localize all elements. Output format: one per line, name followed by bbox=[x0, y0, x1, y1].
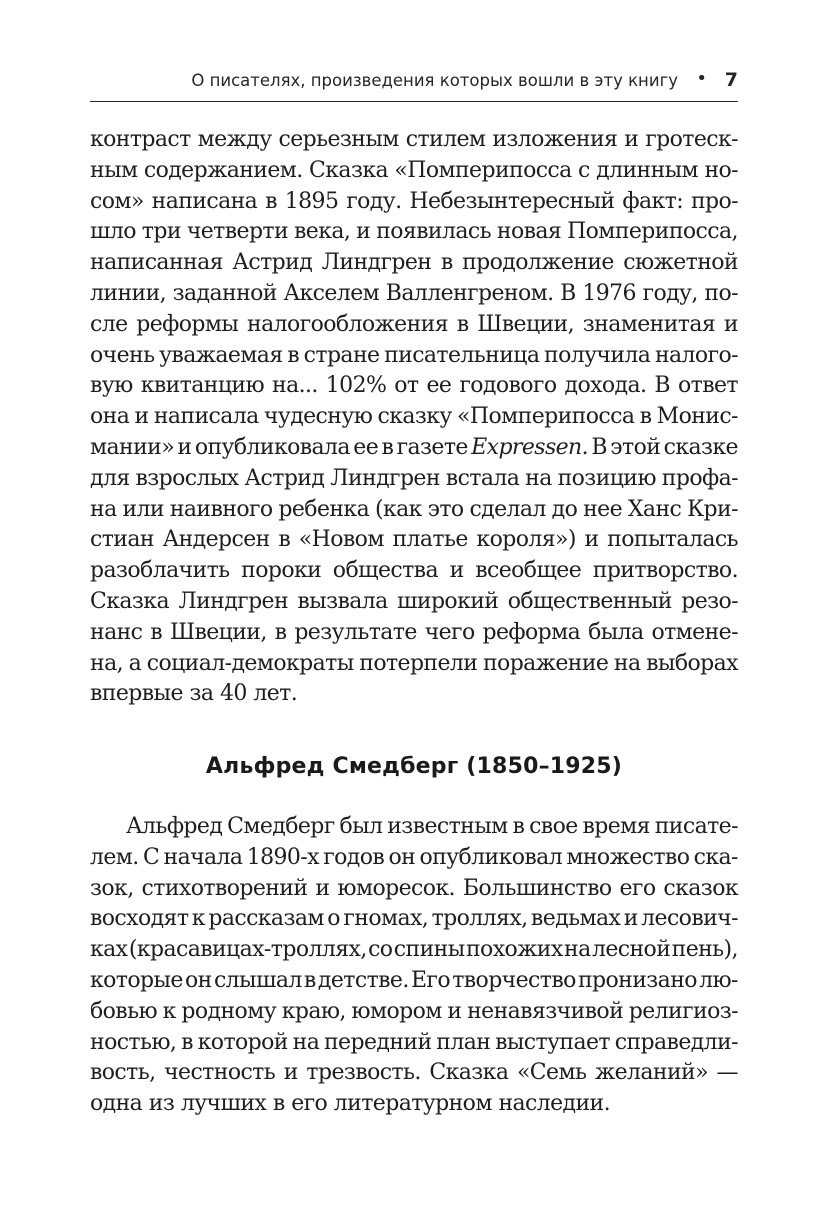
word: четверти bbox=[186, 219, 289, 245]
word: Линдгрен bbox=[330, 465, 440, 491]
word: вую bbox=[90, 373, 133, 399]
word: Сказка bbox=[429, 1060, 509, 1086]
running-head-bullet: • bbox=[696, 68, 707, 89]
word: литературном bbox=[333, 1091, 492, 1117]
word: написала bbox=[153, 404, 259, 430]
word: лучших bbox=[180, 1091, 267, 1117]
word: пень), bbox=[671, 937, 738, 963]
word: на, bbox=[90, 650, 123, 676]
word: сказку bbox=[377, 404, 452, 430]
text-line bbox=[90, 874, 738, 905]
word: ребенка bbox=[278, 496, 370, 522]
text-line bbox=[90, 587, 738, 618]
word: результате bbox=[294, 619, 417, 645]
word: одна bbox=[90, 1091, 143, 1117]
paragraph-2 bbox=[90, 812, 738, 1120]
word: 1890-х bbox=[246, 844, 319, 870]
word: Небезынтересный bbox=[409, 188, 615, 214]
word: взрослых bbox=[135, 465, 239, 491]
text-line bbox=[90, 371, 738, 402]
word: 40 bbox=[219, 681, 247, 707]
word: в bbox=[512, 814, 525, 839]
running-head-title: О писателях, произведения которых вошли в эту книгу bbox=[191, 71, 678, 90]
word: длинным bbox=[596, 157, 699, 183]
text-line bbox=[90, 618, 738, 649]
word: попыталась bbox=[607, 527, 738, 553]
word: стилем bbox=[405, 127, 486, 152]
word: но- bbox=[704, 157, 738, 183]
word: очень bbox=[90, 342, 155, 368]
word: (как bbox=[374, 496, 422, 522]
text-line bbox=[90, 556, 738, 587]
word: писате- bbox=[654, 814, 738, 839]
word: отмене- bbox=[651, 619, 738, 645]
word: свое bbox=[529, 814, 578, 839]
word: В bbox=[560, 280, 576, 306]
word: в bbox=[272, 1091, 285, 1117]
word: которые bbox=[90, 967, 183, 993]
word: «Новом bbox=[298, 527, 384, 553]
word: троллях, bbox=[431, 906, 528, 932]
word: зок, bbox=[90, 875, 134, 901]
word: для bbox=[90, 465, 130, 491]
word: план bbox=[436, 1029, 491, 1055]
text-line bbox=[90, 187, 738, 218]
word: нанс bbox=[90, 619, 143, 645]
word: Валленгреном. bbox=[385, 280, 554, 306]
word: вость, bbox=[90, 1060, 156, 1086]
word: стране bbox=[303, 342, 380, 368]
word: Смедберг bbox=[227, 814, 335, 839]
text-line bbox=[90, 217, 738, 248]
word: резо- bbox=[681, 588, 738, 614]
word: начала bbox=[163, 844, 243, 870]
word: разоблачить bbox=[90, 558, 230, 584]
word: и bbox=[315, 875, 330, 901]
word: Швеции, bbox=[169, 619, 267, 645]
word: в bbox=[381, 434, 394, 460]
text-line bbox=[90, 310, 738, 341]
word: 1895 bbox=[284, 188, 339, 214]
word: к bbox=[162, 998, 176, 1024]
word: ным bbox=[90, 157, 138, 183]
word: Монис- bbox=[656, 404, 738, 430]
word: юморесок. bbox=[337, 875, 455, 901]
word: сделал bbox=[469, 496, 546, 522]
word: от bbox=[394, 373, 419, 399]
text-line bbox=[90, 433, 738, 464]
text-line bbox=[90, 1089, 738, 1120]
word: Кри- bbox=[687, 496, 738, 522]
word: сюжетной bbox=[623, 250, 738, 276]
word: в bbox=[278, 527, 291, 553]
word: наследии. bbox=[498, 1091, 611, 1117]
word: заданной bbox=[172, 280, 277, 306]
word: восходят bbox=[90, 906, 189, 932]
word: впервые bbox=[90, 681, 183, 707]
paragraph-1 bbox=[90, 125, 738, 710]
word: спины bbox=[393, 937, 465, 963]
word: ках bbox=[90, 937, 128, 963]
word: в bbox=[274, 619, 287, 645]
word: Швеции, bbox=[477, 311, 575, 337]
word: желаний» bbox=[594, 1060, 708, 1086]
word: Линдгрен bbox=[178, 588, 289, 614]
word: Помперипосса, bbox=[567, 219, 738, 245]
word: лю- bbox=[699, 967, 738, 993]
word: три bbox=[141, 219, 181, 245]
word: в bbox=[287, 342, 300, 368]
word: ведьмах bbox=[530, 906, 621, 932]
word: это bbox=[427, 496, 464, 522]
word: социал-демократы bbox=[146, 650, 354, 676]
word: на bbox=[90, 496, 117, 522]
word: появилась bbox=[376, 219, 491, 245]
word: время bbox=[582, 814, 650, 839]
word: Сказка bbox=[90, 588, 169, 614]
page-number: 7 bbox=[724, 69, 738, 91]
word: века, bbox=[293, 219, 351, 245]
text-line bbox=[90, 812, 738, 843]
word: Большинство bbox=[462, 875, 612, 901]
word: в bbox=[181, 1029, 193, 1055]
text-line bbox=[90, 279, 738, 310]
word: и bbox=[723, 311, 738, 337]
word: пороки bbox=[241, 558, 322, 584]
word: Сказка bbox=[309, 157, 389, 183]
word: Его bbox=[410, 967, 450, 993]
word: на bbox=[613, 650, 641, 676]
word: краю, bbox=[281, 998, 346, 1024]
word: и bbox=[283, 1060, 298, 1086]
word: факт: bbox=[622, 188, 684, 214]
word: новая bbox=[496, 219, 562, 245]
word: уважаемая bbox=[159, 342, 283, 368]
word: реформы bbox=[136, 311, 239, 337]
word: стихотворений bbox=[141, 875, 308, 901]
word: газете bbox=[396, 434, 468, 460]
word: известным bbox=[387, 814, 508, 839]
word: и bbox=[584, 527, 599, 553]
word: (красавицах-троллях, bbox=[128, 937, 367, 963]
word: — bbox=[716, 1060, 738, 1086]
word: стиан bbox=[90, 527, 154, 553]
word: был bbox=[339, 814, 383, 839]
word: из bbox=[148, 1091, 175, 1117]
word: ностью, bbox=[90, 1029, 177, 1055]
word: вызвала bbox=[297, 588, 388, 614]
word: чего bbox=[424, 619, 475, 645]
word: профа- bbox=[661, 465, 738, 491]
word: в bbox=[456, 311, 469, 337]
word: родному bbox=[181, 998, 277, 1024]
word: и bbox=[134, 404, 149, 430]
word: она bbox=[90, 404, 130, 430]
word: с bbox=[578, 157, 590, 183]
word: религиоз- bbox=[628, 998, 738, 1024]
text-line bbox=[90, 997, 738, 1028]
word: рассказам bbox=[208, 906, 324, 932]
word: широкий bbox=[397, 588, 499, 614]
word: общества bbox=[332, 558, 438, 584]
word: гномах, bbox=[343, 906, 429, 932]
word: реформа bbox=[482, 619, 581, 645]
word: потерпели bbox=[359, 650, 478, 676]
word: «Семь bbox=[516, 1060, 587, 1086]
word: по- bbox=[704, 280, 738, 306]
word: детстве. bbox=[317, 967, 409, 993]
word: платье bbox=[392, 527, 468, 553]
word: году, bbox=[642, 280, 698, 306]
word: сказок bbox=[663, 875, 738, 901]
word: Астрид bbox=[244, 465, 325, 491]
word: ответ bbox=[678, 373, 738, 399]
text-line bbox=[90, 843, 738, 874]
text-line bbox=[90, 966, 738, 997]
word: сле bbox=[90, 311, 128, 337]
word: мании» bbox=[90, 434, 175, 460]
word: «Помперипосса bbox=[394, 157, 572, 183]
text-line bbox=[90, 495, 738, 526]
word: годового bbox=[459, 373, 557, 399]
text-line bbox=[90, 649, 738, 680]
word: на bbox=[525, 465, 552, 491]
word: в bbox=[265, 188, 277, 214]
word: творчество bbox=[452, 967, 576, 993]
word: трезвость. bbox=[306, 1060, 421, 1086]
section-heading: Альфред Смедберг (1850–1925) bbox=[205, 754, 623, 779]
word: 102% bbox=[325, 373, 387, 399]
word: Expressen. bbox=[471, 434, 589, 460]
word: содержанием. bbox=[143, 157, 303, 183]
word: общественный bbox=[507, 588, 672, 614]
word: на bbox=[564, 937, 591, 963]
word: была bbox=[588, 619, 644, 645]
word: на... bbox=[272, 373, 318, 399]
word: «Помперипосса bbox=[457, 404, 635, 430]
word: и bbox=[623, 906, 638, 932]
word: С bbox=[142, 844, 160, 870]
word: короля») bbox=[476, 527, 576, 553]
word: про- bbox=[690, 188, 738, 214]
word: похожих bbox=[465, 937, 563, 963]
word: честность bbox=[164, 1060, 276, 1086]
word: налогообложения bbox=[247, 311, 448, 337]
text-line bbox=[90, 1058, 738, 1089]
text-line bbox=[90, 525, 738, 556]
word: его bbox=[619, 875, 656, 901]
word: знаменитая bbox=[582, 311, 716, 337]
word: опубликовал bbox=[419, 844, 563, 870]
word: которой bbox=[197, 1029, 288, 1055]
word: этой bbox=[610, 434, 661, 460]
word: сказке bbox=[663, 434, 738, 460]
word: позицию bbox=[557, 465, 656, 491]
word: к bbox=[191, 906, 205, 932]
word: квитанцию bbox=[140, 373, 265, 399]
word: пронизано bbox=[577, 967, 697, 993]
word: притворство. bbox=[592, 558, 738, 584]
word: получила bbox=[544, 342, 651, 368]
word: а bbox=[128, 650, 142, 676]
word: лесной bbox=[591, 937, 671, 963]
word: ненавязчивой bbox=[467, 998, 624, 1024]
text-line bbox=[90, 1028, 738, 1059]
word: и bbox=[624, 127, 639, 152]
word: или bbox=[122, 496, 164, 522]
word: лем. bbox=[90, 844, 139, 870]
word: за bbox=[189, 681, 214, 707]
word: между bbox=[197, 127, 272, 152]
text-line bbox=[90, 679, 738, 710]
word: юмором bbox=[351, 998, 442, 1024]
text-line bbox=[90, 125, 738, 156]
word: ее bbox=[353, 434, 379, 460]
word: в bbox=[303, 967, 316, 993]
word: наивного bbox=[169, 496, 273, 522]
word: встала bbox=[445, 465, 520, 491]
word: ска- bbox=[693, 844, 738, 870]
running-head bbox=[90, 68, 738, 102]
word: до bbox=[551, 496, 578, 522]
word: Андерсен bbox=[162, 527, 270, 553]
text-line bbox=[90, 935, 738, 966]
word: в bbox=[150, 619, 163, 645]
text-line bbox=[90, 156, 738, 187]
word: передний bbox=[323, 1029, 432, 1055]
word: Ханс bbox=[627, 496, 682, 522]
word: и bbox=[177, 434, 192, 460]
word: о bbox=[327, 906, 340, 932]
word: году. bbox=[346, 188, 402, 214]
word: Линдгрен bbox=[321, 250, 432, 276]
word: В bbox=[591, 434, 607, 460]
text-line bbox=[90, 464, 738, 495]
word: писательница bbox=[384, 342, 540, 368]
text-line bbox=[90, 248, 738, 279]
word: всеобщее bbox=[475, 558, 582, 584]
word: Астрид bbox=[232, 250, 313, 276]
word: справедли- bbox=[614, 1029, 738, 1055]
word: в bbox=[639, 404, 652, 430]
word: В bbox=[654, 373, 670, 399]
word: и bbox=[356, 219, 371, 245]
word: выборах bbox=[646, 650, 738, 676]
word: сом» bbox=[90, 188, 144, 214]
word: серьезным bbox=[278, 127, 399, 152]
word: контраст bbox=[90, 127, 191, 152]
word: он bbox=[388, 844, 416, 870]
word: дохода. bbox=[564, 373, 647, 399]
word: слышал bbox=[213, 967, 302, 993]
word: продолжение bbox=[462, 250, 614, 276]
word: изложения bbox=[492, 127, 618, 152]
word: на bbox=[292, 1029, 320, 1055]
word: налого- bbox=[654, 342, 738, 368]
word: его bbox=[291, 1091, 328, 1117]
word: и bbox=[449, 558, 464, 584]
text-line bbox=[90, 402, 738, 433]
word: выступает bbox=[495, 1029, 610, 1055]
word: чудесную bbox=[263, 404, 373, 430]
word: и bbox=[447, 998, 462, 1024]
word: лесович- bbox=[641, 906, 738, 932]
word: нее bbox=[583, 496, 623, 522]
word: он bbox=[185, 967, 212, 993]
word: опубликовала bbox=[194, 434, 350, 460]
word: ее bbox=[426, 373, 452, 399]
word: линии, bbox=[90, 280, 167, 306]
word: гротеск- bbox=[645, 127, 738, 152]
word: бовью bbox=[90, 998, 158, 1024]
word: годов bbox=[323, 844, 385, 870]
word: в bbox=[440, 250, 453, 276]
word: лет. bbox=[253, 681, 298, 707]
text-line bbox=[90, 904, 738, 935]
word: Акселем bbox=[283, 280, 380, 306]
word: написанная bbox=[90, 250, 223, 276]
word: множество bbox=[566, 844, 690, 870]
word: написана bbox=[151, 188, 258, 214]
word: поражение bbox=[482, 650, 609, 676]
word: шло bbox=[90, 219, 136, 245]
word: Альфред bbox=[126, 814, 223, 839]
word: со bbox=[368, 937, 393, 963]
word: 1976 bbox=[582, 280, 636, 306]
text-line bbox=[90, 341, 738, 372]
